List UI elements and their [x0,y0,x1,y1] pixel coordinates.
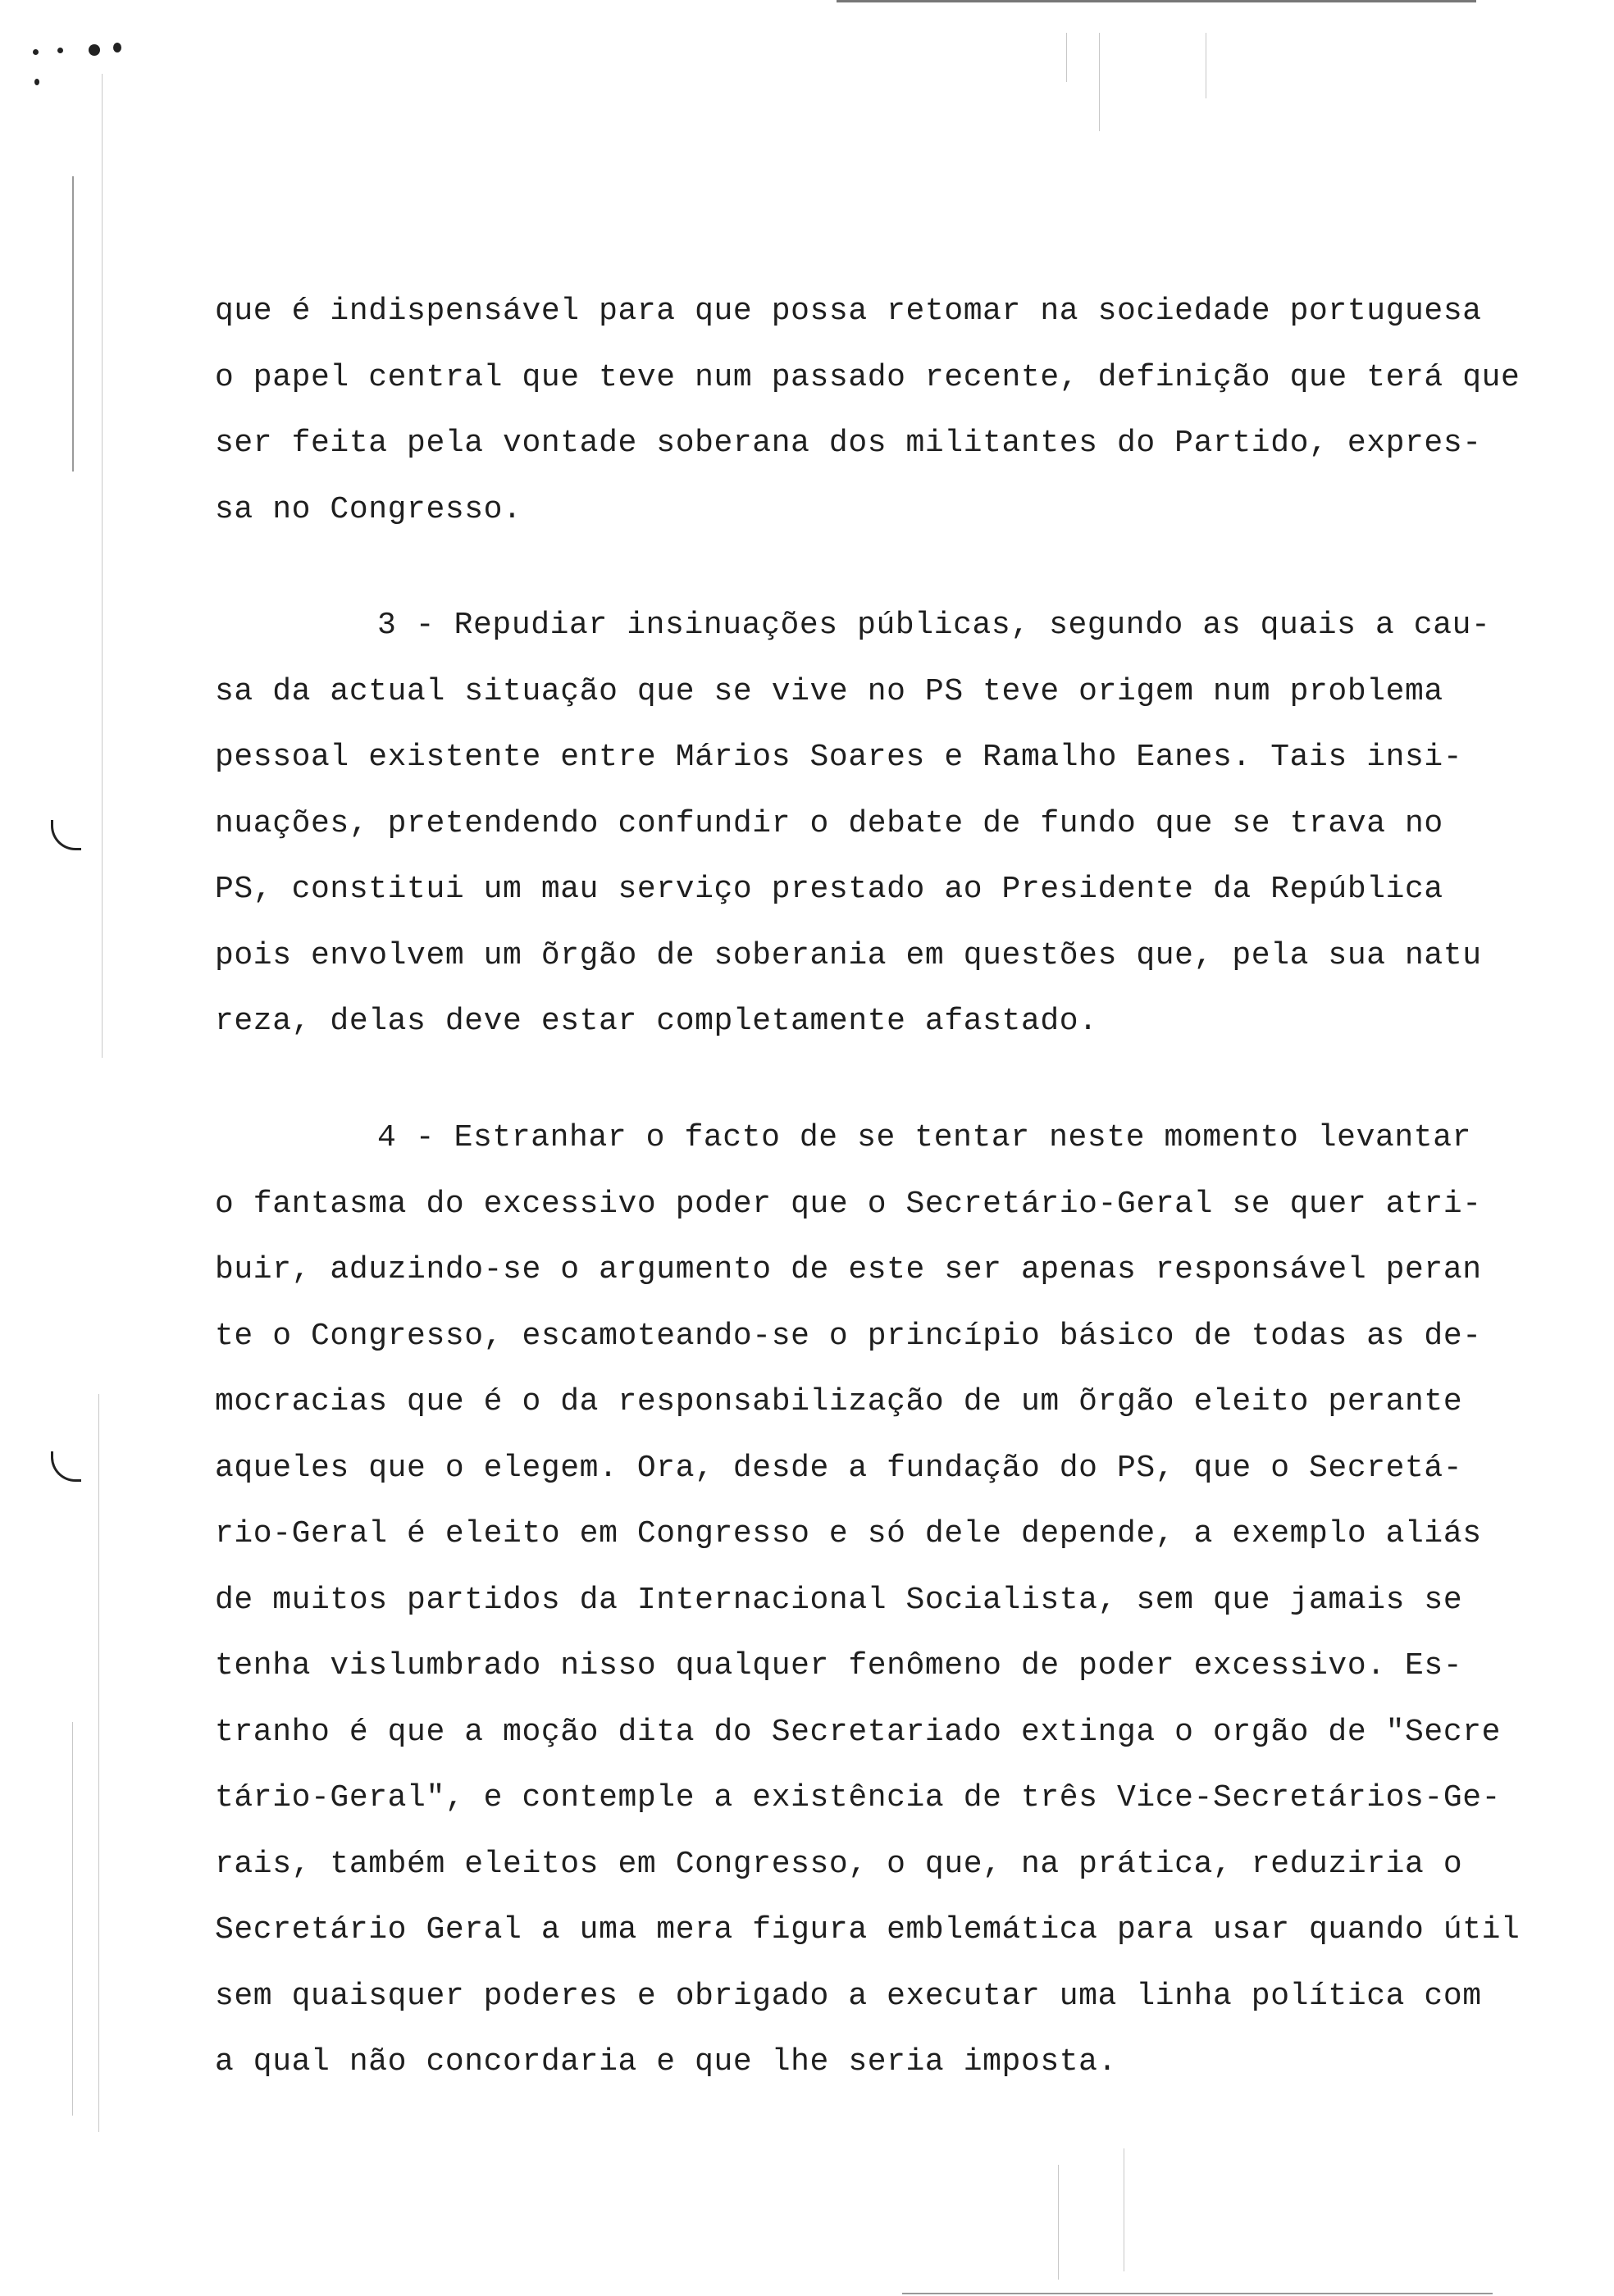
text-line: mocracias que é o da responsabilização de um õrgão eleito perante [215,1384,1463,1419]
scan-margin-line [102,74,103,1058]
text-line: Secretário Geral a uma mera figura emblemática para usar quando útil [215,1912,1521,1947]
scan-speck [33,49,39,55]
text-line: rio-Geral é eleito em Congresso e só dele depende, a exemplo aliás [215,1516,1482,1551]
scan-speck [113,43,121,52]
text-line: de muitos partidos da Internacional Socialista, sem que jamais se [215,1582,1463,1618]
text-line: reza, delas deve estar completamente afastado. [215,1004,1098,1039]
text-line: pois envolvem um õrgão de soberania em questões que, pela sua natu [215,937,1482,973]
text-line: que é indispensável para que possa retomar na sociedade portuguesa [215,294,1482,329]
text-line: tenha vislumbrado nisso qualquer fenômeno de poder excessivo. Es- [215,1648,1463,1683]
text-line: o fantasma do excessivo poder que o Secretário-Geral se quer atri- [215,1186,1482,1222]
text-line: tário-Geral", e contemple a existência de três Vice-Secretários-Ge- [215,1780,1502,1815]
text-line: ser feita pela vontade soberana dos militantes do Partido, expres- [215,426,1482,461]
scan-margin-line [98,1394,99,2132]
scan-bottom-edge [902,2293,1493,2294]
scan-margin-line [72,1722,73,2116]
text-line: a qual não concordaria e que lhe seria imposta. [215,2044,1117,2080]
scan-speck [89,44,100,56]
text-line: pessoal existente entre Mários Soares e Ramalho Eanes. Tais insi- [215,740,1463,775]
text-line: te o Congresso, escamoteando-se o princípio básico de todas as de- [215,1318,1482,1354]
text-line: 3 - Repudiar insinuações públicas, segundo as quais a cau- [377,608,1491,643]
text-line: aqueles que o elegem. Ora, desde a fundação do PS, que o Secretá- [215,1450,1463,1486]
text-line: tranho é que a moção dita do Secretariado extinga o orgão de "Secre [215,1714,1502,1750]
text-line: sa no Congresso. [215,491,522,527]
text-line: o papel central que teve num passado recente, definição que terá que [215,359,1521,395]
text-line: rais, também eleitos em Congresso, o que, na prática, reduziria o [215,1846,1463,1882]
scan-mark [1099,33,1100,131]
text-line: 4 - Estranhar o facto de se tentar neste momento levantar [377,1120,1472,1155]
scan-speck [57,48,63,53]
text-line: sem quaisquer poderes e obrigado a executar uma linha política com [215,1978,1482,2014]
scan-mark [1066,33,1067,82]
paragraph-item-4 [215,1105,1543,2096]
scan-margin-line [72,176,74,472]
scan-speck [34,79,39,85]
scan-hook-mark [51,820,81,850]
scan-hook-mark [51,1451,81,1482]
text-line: sa da actual situação que se vive no PS teve origem num problema [215,673,1443,709]
text-line: PS, constitui um mau serviço prestado ao Presidente da República [215,872,1443,907]
scan-mark [1058,2165,1059,2280]
scan-top-edge [837,0,1476,2]
paragraph-continuation [215,279,1543,543]
text-line: nuações, pretendendo confundir o debate de fundo que se trava no [215,805,1443,841]
text-line: buir, aduzindo-se o argumento de este ser apenas responsável peran [215,1252,1482,1287]
paragraph-item-3 [215,593,1543,1055]
